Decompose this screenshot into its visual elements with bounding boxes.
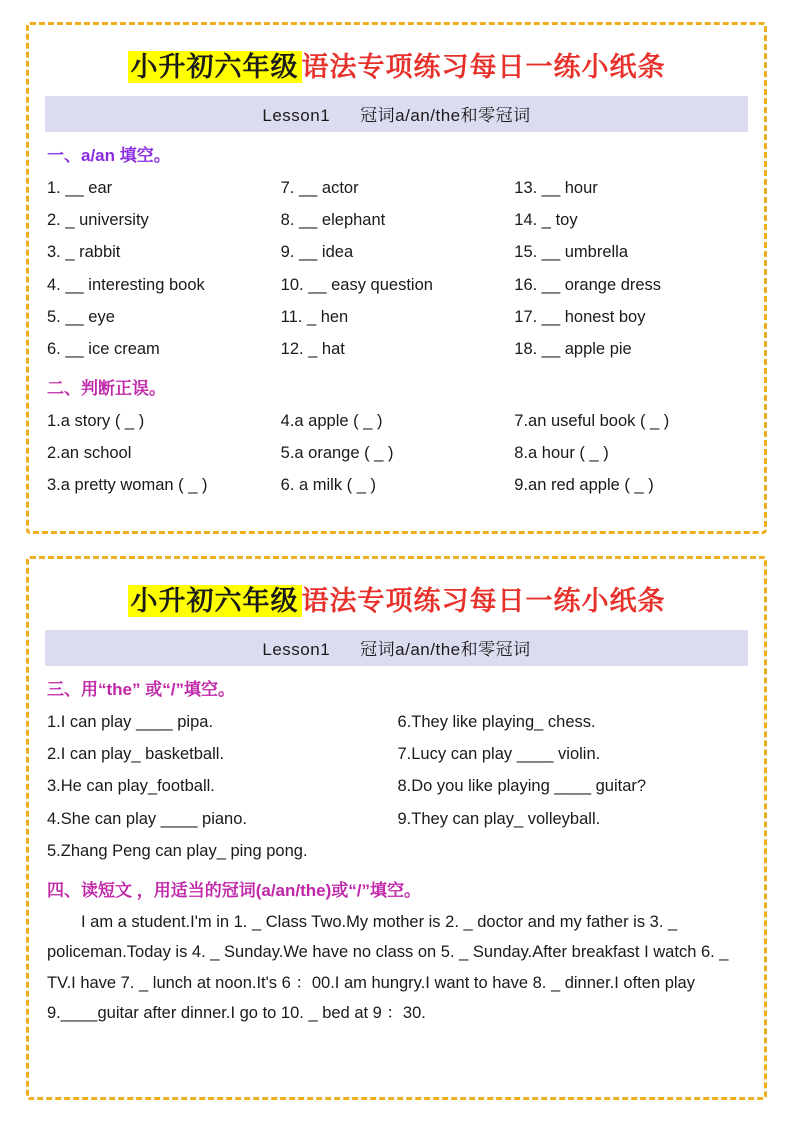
list-item: 4. __ interesting book [47, 275, 205, 294]
list-item: 15. __ umbrella [514, 243, 629, 262]
lesson-topic: 冠词a/an/the和零冠词 [360, 106, 531, 125]
section-2-column-3 [514, 405, 748, 502]
section-3-heading: 三、用“the” 或“/”填空。 [47, 680, 235, 699]
worksheet-title-top [45, 45, 748, 84]
list-item: 2.an school [47, 444, 132, 463]
list-item: 11. _ hen [280, 307, 349, 326]
list-item: 10. __ easy question [280, 275, 433, 294]
worksheet-title-bottom [45, 579, 748, 618]
title-red-text: 语法专项练习每日一练小纸条 [301, 52, 666, 82]
section-4-heading: 四、读短文 ，用适当的冠词(a/an/the)或“/”填空。 [47, 880, 422, 900]
section-3-items [47, 706, 748, 867]
section-1-heading: 一、a/an 填空。 [47, 146, 171, 165]
section-2-items [47, 405, 748, 502]
section-3-column-2 [398, 706, 749, 867]
paragraph-text: I am a student.I'm in 1. _ Class Two.My mother is 2. _ doctor and my father is 3. _ policeman.Today is 4. _ Sunday.We have no class on 5. _ Sunday.After breakfast I watch 6. _ TV.I have 7. _ lunch at noon.It's 6 ：00.I am hungry.I want to have 8. _ dinner.I often play 9.____guitar after dinner.I go to 10. _ bed at 9 ：30. [47, 912, 729, 1023]
lesson-label: Lesson1 [262, 106, 331, 125]
section-1-column-3 [514, 172, 748, 365]
list-item: 8.a hour ( _ ) [514, 444, 609, 463]
title-red-text: 语法专项练习每日一练小纸条 [301, 586, 666, 616]
worksheet-card-bottom [26, 556, 767, 1100]
section-3-column-1 [47, 706, 398, 867]
lesson-topic: 冠词a/an/the和零冠词 [360, 640, 531, 659]
section-4-paragraph [47, 907, 748, 1029]
list-item: 5.Zhang Peng can play_ ping pong. [47, 841, 308, 860]
section-2-heading: 二、判断正误。 [47, 379, 166, 399]
list-item: 6. __ ice cream [47, 339, 160, 358]
list-item: 3.a pretty woman ( _ ) [47, 476, 208, 495]
list-item: 5.a orange ( _ ) [280, 444, 394, 463]
list-item: 3. _ rabbit [47, 243, 121, 262]
list-item: 2.I can play_ basketball. [47, 745, 225, 764]
list-item: 18. __ apple pie [514, 339, 632, 358]
list-item: 8. __ elephant [280, 211, 386, 230]
list-item: 2. _ university [47, 211, 149, 230]
lesson-bar-bottom [45, 630, 748, 666]
lesson-label: Lesson1 [262, 640, 331, 659]
list-item: 13. __ hour [514, 179, 598, 197]
section-1-items [47, 172, 748, 365]
list-item: 12. _ hat [280, 339, 345, 358]
list-item: 7.an useful book ( _ ) [514, 412, 670, 431]
list-item: 7. __ actor [280, 179, 359, 197]
list-item: 1.I can play ____ pipa. [47, 713, 214, 731]
list-item: 9. __ idea [280, 243, 354, 262]
section-2-column-2 [281, 405, 515, 502]
list-item: 3.He can play_football. [47, 777, 215, 796]
list-item: 4.She can play ____ piano. [47, 809, 247, 828]
list-item: 17. __ honest boy [514, 307, 646, 326]
list-item: 16. __ orange dress [514, 275, 662, 294]
worksheet-card-top [26, 22, 767, 534]
list-item: 4.a apple ( _ ) [280, 412, 383, 431]
title-highlight-text: 小升初六年级 [128, 51, 302, 83]
section-2-column-1 [47, 405, 281, 502]
list-item: 6. a milk ( _ ) [280, 476, 376, 495]
list-item: 1.a story ( _ ) [47, 412, 145, 431]
list-item: 1. __ ear [47, 179, 113, 197]
list-item: 5. __ eye [47, 307, 115, 326]
list-item: 9.an red apple ( _ ) [514, 476, 654, 495]
lesson-bar-top [45, 96, 748, 132]
list-item: 14. _ toy [514, 211, 578, 230]
section-1-column-1 [47, 172, 281, 365]
list-item: 7.Lucy can play ____ violin. [397, 745, 601, 764]
list-item: 9.They can play_ volleyball. [397, 809, 601, 828]
section-1-column-2 [281, 172, 515, 365]
list-item: 8.Do you like playing ____ guitar? [397, 777, 647, 796]
list-item: 6.They like playing_ chess. [397, 713, 596, 731]
title-highlight-text: 小升初六年级 [128, 585, 302, 617]
